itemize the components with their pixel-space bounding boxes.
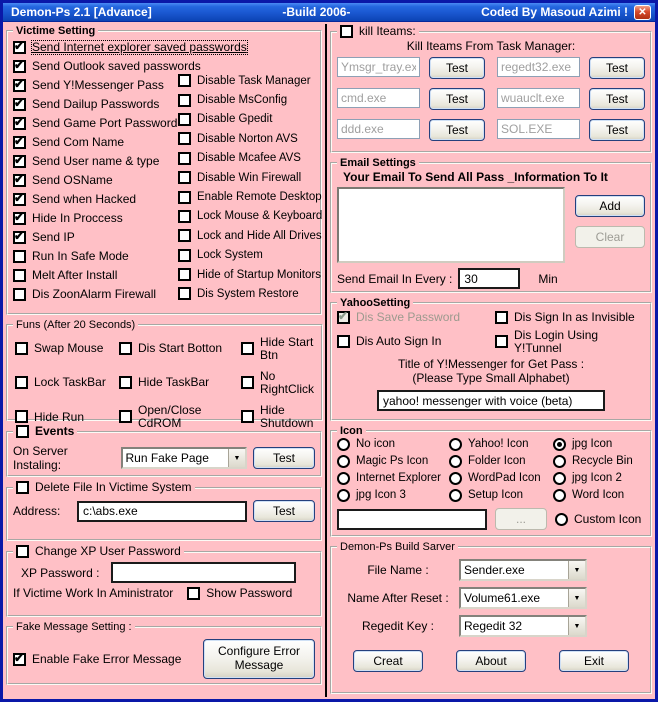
- build-combobox[interactable]: Volume61.exe ▼: [459, 587, 587, 609]
- victime-setting-title: Victime Setting: [16, 25, 96, 37]
- delete-file-group: [6, 481, 322, 541]
- radio-item[interactable]: Internet Explorer: [337, 472, 449, 485]
- checkbox-item[interactable]: Hide Shutdown: [241, 404, 314, 429]
- checkbox-box-icon: [13, 231, 26, 244]
- fake-message-title: Fake Message Setting :: [16, 621, 132, 633]
- delete-file-checkbox[interactable]: Delete File In Victime System: [16, 481, 192, 494]
- checkbox-box-icon: [13, 79, 26, 92]
- radio-item[interactable]: Folder Icon: [449, 455, 553, 468]
- kill-items-group: [330, 25, 652, 153]
- victime-right-list: [178, 71, 329, 304]
- kill-process-entry: [337, 57, 485, 79]
- checkbox-box-icon: [13, 98, 26, 111]
- checkbox-item[interactable]: Dis Start Botton: [119, 336, 241, 361]
- admin-note-label: If Victime Work In Aministrator: [13, 586, 174, 600]
- checkbox-item[interactable]: ✔ Send Dailup Passwords: [13, 95, 315, 114]
- checkbox-item[interactable]: Disable Mcafee AVS: [178, 149, 329, 168]
- checkbox-item[interactable]: ✔ Send User name & type: [13, 152, 315, 171]
- close-icon: ✕: [638, 6, 647, 18]
- checkbox-item[interactable]: Dis Sign In as Invisible: [495, 311, 645, 324]
- custom-icon-radio[interactable]: Custom Icon: [555, 513, 641, 526]
- xp-password-input[interactable]: [111, 562, 296, 583]
- chevron-down-icon[interactable]: [228, 449, 245, 467]
- radio-item[interactable]: Word Icon: [553, 489, 645, 502]
- checkbox-item[interactable]: Enable Remote Desktop: [178, 187, 329, 206]
- radio-item[interactable]: Setup Icon: [449, 489, 553, 502]
- checkbox-item[interactable]: Disable Win Firewall: [178, 168, 329, 187]
- checkbox-box-icon: [13, 117, 26, 130]
- test-button[interactable]: Test: [429, 57, 485, 79]
- checkbox-item[interactable]: Disable Task Manager: [178, 71, 329, 90]
- radio-item[interactable]: Magic Ps Icon: [337, 455, 449, 468]
- checkbox-item[interactable]: Hide TaskBar: [119, 370, 241, 395]
- delete-test-button[interactable]: Test: [253, 500, 315, 522]
- yahoo-setting-group: [330, 297, 652, 421]
- kill-process-entry: [337, 88, 485, 110]
- radio-circle-icon: [449, 438, 462, 451]
- checkbox-box-icon: [13, 269, 26, 282]
- checkbox-item[interactable]: Lock System: [178, 246, 329, 265]
- custom-icon-path-input[interactable]: [337, 509, 487, 530]
- icon-radio-list: [337, 438, 645, 502]
- process-name-input[interactable]: [497, 88, 580, 108]
- checkbox-item[interactable]: ✔ Send Y!Messenger Pass: [13, 76, 315, 95]
- radio-item[interactable]: Yahoo! Icon: [449, 438, 553, 451]
- send-interval-label: Send Email In Every :: [337, 271, 453, 286]
- email-listbox[interactable]: [337, 187, 565, 263]
- events-group: [6, 425, 322, 477]
- chevron-down-icon[interactable]: [568, 589, 585, 607]
- checkbox-box-icon: [178, 191, 191, 204]
- radio-circle-icon: [449, 472, 462, 485]
- checkbox-item[interactable]: Dis ZoonAlarm Firewall: [13, 285, 315, 304]
- email-settings-group: [330, 157, 652, 293]
- test-button[interactable]: Test: [429, 88, 485, 110]
- change-xp-password-checkbox[interactable]: Change XP User Password: [16, 545, 181, 558]
- radio-circle-icon: [337, 472, 350, 485]
- events-checkbox[interactable]: Events: [16, 425, 74, 438]
- checkbox-box-icon: [241, 342, 254, 355]
- radio-circle-icon: [553, 489, 566, 502]
- credit-label: Coded By Masoud Azimi !: [481, 5, 628, 19]
- radio-circle-icon: [449, 455, 462, 468]
- checkbox-box-icon: [13, 136, 26, 149]
- checkbox-box-icon: [13, 212, 26, 225]
- build-combobox[interactable]: Sender.exe ▼: [459, 559, 587, 581]
- checkbox-box-icon: [178, 152, 191, 165]
- checkbox-box-icon: [178, 132, 191, 145]
- fake-message-group: [6, 621, 322, 685]
- checkbox-item[interactable]: ✔ Hide In Proccess: [13, 209, 315, 228]
- radio-item[interactable]: jpg Icon: [553, 438, 645, 451]
- radio-circle-icon: [553, 438, 566, 451]
- create-button[interactable]: Creat: [353, 650, 423, 672]
- test-button[interactable]: Test: [429, 119, 485, 141]
- checkbox-box-icon: [495, 311, 508, 324]
- radio-item[interactable]: Recycle Bin: [553, 455, 645, 468]
- checkbox-box-icon: [16, 545, 29, 558]
- checkbox-box-icon: [178, 113, 191, 126]
- events-test-button[interactable]: Test: [253, 447, 315, 469]
- kill-process-entry: [497, 88, 645, 110]
- build-row: File Name : Sender.exe ▼: [337, 559, 645, 581]
- interval-input[interactable]: [458, 268, 520, 289]
- browse-ellipsis-button[interactable]: ...: [495, 508, 547, 530]
- checkbox-item[interactable]: Dis Auto Sign In: [337, 329, 495, 354]
- build-server-title: Demon-Ps Build Sarver: [340, 541, 455, 553]
- right-column: [328, 24, 654, 697]
- checkbox-item[interactable]: ✔ Send Outlook saved passwords: [13, 57, 315, 76]
- funs-list: [13, 331, 316, 432]
- checkbox-box-icon: [13, 288, 26, 301]
- process-name-input[interactable]: [337, 88, 420, 108]
- funs-group: [6, 319, 323, 430]
- checkbox-item[interactable]: Hide Start Btn: [241, 336, 314, 361]
- checkbox-box-icon: [178, 249, 191, 262]
- kill-process-list: [337, 57, 645, 141]
- build-row: Regedit Key : Regedit 32 ▼: [337, 615, 645, 637]
- checkbox-box-icon: [16, 481, 29, 494]
- add-email-button[interactable]: Add: [575, 195, 645, 217]
- yahoo-checkbox-list: [337, 311, 645, 354]
- checkbox-item[interactable]: Lock Mouse & Keyboard: [178, 207, 329, 226]
- checkbox-box-icon: [119, 342, 132, 355]
- minutes-label: Min: [538, 271, 558, 286]
- kill-process-entry: [497, 119, 645, 141]
- process-name-input[interactable]: [497, 57, 580, 77]
- enable-fake-error-checkbox[interactable]: ✔ Enable Fake Error Message: [13, 653, 181, 666]
- radio-item[interactable]: No icon: [337, 438, 449, 451]
- build-label: -Build 2006-: [282, 5, 351, 19]
- chevron-down-icon[interactable]: [568, 617, 585, 635]
- checkbox-box-icon: [15, 376, 28, 389]
- checkbox-box-icon: [178, 268, 191, 281]
- radio-circle-icon: [337, 455, 350, 468]
- kill-process-entry: [337, 119, 485, 141]
- checkbox-item[interactable]: Hide Run: [15, 404, 119, 429]
- radio-circle-icon: [555, 513, 568, 526]
- checkbox-box-icon: [13, 60, 26, 73]
- radio-item[interactable]: jpg Icon 2: [553, 472, 645, 485]
- checkbox-item[interactable]: Run In Safe Mode: [13, 247, 315, 266]
- kill-items-checkbox[interactable]: kill Iteams:: [340, 25, 416, 38]
- checkbox-box-icon: [119, 410, 132, 423]
- checkbox-box-icon: [178, 210, 191, 223]
- radio-circle-icon: [337, 489, 350, 502]
- delete-address-input[interactable]: [77, 501, 247, 522]
- checkbox-box-icon: [495, 335, 508, 348]
- checkbox-box-icon: [340, 25, 353, 38]
- checkbox-box-icon: [241, 410, 254, 423]
- yahoo-title-caption: Title of Y!Messenger for Get Pass :: [397, 357, 585, 372]
- checkbox-item[interactable]: Swap Mouse: [15, 336, 119, 361]
- on-install-label: On Server Instaling:: [13, 444, 68, 472]
- about-button[interactable]: About: [456, 650, 526, 672]
- configure-error-button[interactable]: Configure Error Message: [203, 639, 315, 679]
- radio-circle-icon: [553, 455, 566, 468]
- titlebar: [3, 3, 655, 22]
- checkbox-box-icon: [13, 41, 26, 54]
- checkbox-box-icon: [178, 171, 191, 184]
- checkbox-item[interactable]: Open/Close CdROM: [119, 404, 241, 429]
- process-name-input[interactable]: [337, 57, 420, 77]
- checkbox-box-icon: [119, 376, 132, 389]
- chevron-down-icon[interactable]: [568, 561, 585, 579]
- checkbox-box-icon: [16, 425, 29, 438]
- checkbox-box-icon: [13, 653, 26, 666]
- checkbox-box-icon: [187, 587, 200, 600]
- yahoo-title-input[interactable]: [377, 390, 605, 411]
- checkbox-item[interactable]: Dis System Restore: [178, 284, 329, 303]
- icon-title: Icon: [340, 425, 363, 437]
- email-instruction-label: Your Email To Send All Pass _Information To It: [343, 170, 608, 184]
- left-column: [4, 24, 324, 697]
- checkbox-item[interactable]: Disable Gpedit: [178, 110, 329, 129]
- close-button[interactable]: [634, 5, 651, 20]
- checkbox-box-icon: [178, 94, 191, 107]
- checkbox-item[interactable]: ✔ Send when Hacked: [13, 190, 315, 209]
- checkbox-box-icon: [13, 193, 26, 206]
- fake-page-combobox[interactable]: Run Fake Page ▼: [121, 447, 248, 469]
- process-name-input[interactable]: [497, 119, 580, 139]
- checkbox-box-icon: [15, 410, 28, 423]
- checkbox-box-icon: [337, 311, 350, 324]
- build-server-group: [330, 541, 652, 694]
- kill-subtitle: Kill Iteams From Task Manager:: [406, 39, 576, 53]
- checkbox-box-icon: [13, 155, 26, 168]
- checkbox-item[interactable]: ✔ Send Internet explorer saved passwords: [13, 38, 315, 57]
- checkbox-item[interactable]: ✔ Send OSName: [13, 171, 315, 190]
- checkbox-item[interactable]: Melt After Install: [13, 266, 315, 285]
- checkbox-item[interactable]: Lock and Hide All Drives: [178, 226, 329, 245]
- checkbox-box-icon: [13, 174, 26, 187]
- checkbox-item[interactable]: ✔ Send Com Name: [13, 133, 315, 152]
- exit-button[interactable]: Exit: [559, 650, 629, 672]
- clear-email-button[interactable]: Clear: [575, 226, 645, 248]
- yahoo-alphabet-caption: (Please Type Small Alphabet): [412, 371, 570, 386]
- checkbox-item[interactable]: ✔ Send IP: [13, 228, 315, 247]
- checkbox-item[interactable]: ✔ Send Game Port Password: [13, 114, 315, 133]
- victime-setting-group: [6, 25, 322, 315]
- checkbox-box-icon: [337, 335, 350, 348]
- radio-item[interactable]: WordPad Icon: [449, 472, 553, 485]
- test-button[interactable]: Test: [589, 119, 645, 141]
- window-title: Demon-Ps 2.1 [Advance]: [11, 5, 152, 19]
- checkbox-item[interactable]: Hide of Startup Monitors: [178, 265, 329, 284]
- icon-group: [330, 425, 652, 537]
- build-row: Name After Reset : Volume61.exe ▼: [337, 587, 645, 609]
- radio-item[interactable]: jpg Icon 3: [337, 489, 449, 502]
- build-combobox[interactable]: Regedit 32 ▼: [459, 615, 587, 637]
- email-settings-title: Email Settings: [340, 157, 416, 169]
- checkbox-box-icon: [178, 74, 191, 87]
- funs-title: Funs (After 20 Seconds): [16, 319, 136, 331]
- checkbox-item[interactable]: Lock TaskBar: [15, 370, 119, 395]
- checkbox-item[interactable]: Disable MsConfig: [178, 90, 329, 109]
- show-password-checkbox[interactable]: Show Password: [187, 587, 292, 600]
- test-button[interactable]: Test: [589, 57, 645, 79]
- xp-password-label: XP Password :: [21, 565, 100, 580]
- radio-circle-icon: [449, 489, 462, 502]
- xp-password-group: [6, 545, 322, 617]
- checkbox-item[interactable]: Dis Login Using Y!Tunnel: [495, 329, 645, 354]
- process-name-input[interactable]: [337, 119, 420, 139]
- checkbox-item[interactable]: ✔ Dis Save Password: [337, 311, 495, 324]
- checkbox-item[interactable]: No RightClick: [241, 370, 314, 395]
- yahoo-setting-title: YahooSetting: [340, 297, 411, 309]
- main-content: [3, 22, 655, 699]
- kill-process-entry: [497, 57, 645, 79]
- checkbox-box-icon: [15, 342, 28, 355]
- checkbox-box-icon: [241, 376, 254, 389]
- build-rows: [337, 559, 645, 637]
- checkbox-box-icon: [13, 250, 26, 263]
- checkbox-item[interactable]: Disable Norton AVS: [178, 129, 329, 148]
- address-label: Address:: [13, 504, 61, 518]
- test-button[interactable]: Test: [589, 88, 645, 110]
- checkbox-box-icon: [178, 229, 191, 242]
- checkbox-box-icon: [178, 287, 191, 300]
- radio-circle-icon: [553, 472, 566, 485]
- radio-circle-icon: [337, 438, 350, 451]
